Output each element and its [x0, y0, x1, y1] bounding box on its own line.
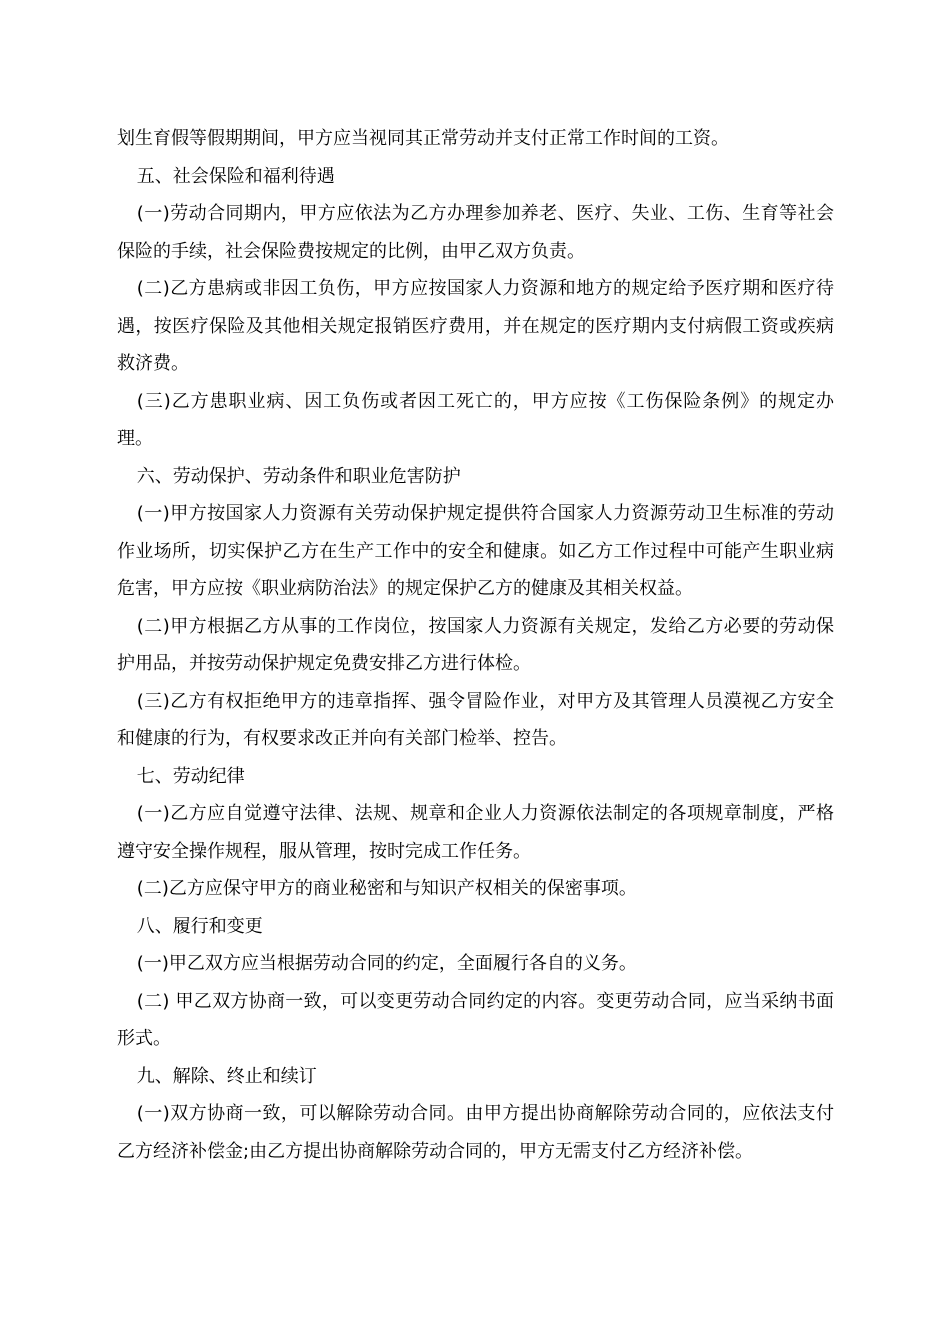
clause-6-2: (二)甲方根据乙方从事的工作岗位，按国家人力资源有关规定，发给乙方必要的劳动保护用品，并按劳动保护规定免费安排乙方进行体检。 [117, 615, 834, 674]
clause-6-3: (三)乙方有权拒绝甲方的违章指挥、强令冒险作业，对甲方及其管理人员漠视乙方安全和健康的行为，有权要求改正并向有关部门检举、控告。 [117, 690, 834, 749]
section-heading-9: 九、解除、终止和续订 [136, 1065, 317, 1087]
section-heading-5: 五、社会保险和福利待遇 [136, 165, 335, 187]
clause-8-1: (一)甲乙双方应当根据劳动合同的约定，全面履行各自的义务。 [136, 953, 637, 974]
clause-5-3: (三)乙方患职业病、因工负伤或者因工死亡的，甲方应按《工伤保险条例》的规定办理。 [117, 390, 834, 449]
clause-8-2: (二) 甲乙双方协商一致，可以变更劳动合同约定的内容。变更劳动合同，应当采纳书面形式。 [117, 990, 834, 1049]
paragraph-continuation: 划生育假等假期期间，甲方应当视同其正常劳动并支付正常工作时间的工资。 [117, 128, 729, 149]
clause-5-1: (一)劳动合同期内，甲方应依法为乙方办理参加养老、医疗、失业、工伤、生育等社会保险的手续，社会保险费按规定的比例，由甲乙双方负责。 [117, 203, 834, 262]
document-page [117, 120, 834, 1170]
clause-5-2: (二)乙方患病或非因工负伤，甲方应按国家人力资源和地方的规定给予医疗期和医疗待遇，按医疗保险及其他相关规定报销医疗费用，并在规定的医疗期内支付病假工资或疾病救济费。 [117, 278, 834, 374]
section-heading-8: 八、履行和变更 [136, 915, 263, 937]
section-heading-6: 六、劳动保护、劳动条件和职业危害防护 [136, 465, 461, 487]
clause-7-2: (二)乙方应保守甲方的商业秘密和与知识产权相关的保密事项。 [136, 878, 637, 899]
clause-7-1: (一)乙方应自觉遵守法律、法规、规章和企业人力资源依法制定的各项规章制度，严格遵守安全操作规程，服从管理，按时完成工作任务。 [117, 803, 834, 862]
section-heading-7: 七、劳动纪律 [136, 765, 245, 787]
clause-6-1: (一)甲方按国家人力资源有关劳动保护规定提供符合国家人力资源劳动卫生标准的劳动作业场所，切实保护乙方在生产工作中的安全和健康。如乙方工作过程中可能产生职业病危害，甲方应按《职业病防治法》的规定保护乙方的健康及其相关权益。 [117, 503, 834, 599]
clause-9-1: (一)双方协商一致，可以解除劳动合同。由甲方提出协商解除劳动合同的，应依法支付乙方经济补偿金;由乙方提出协商解除劳动合同的，甲方无需支付乙方经济补偿。 [117, 1103, 834, 1162]
